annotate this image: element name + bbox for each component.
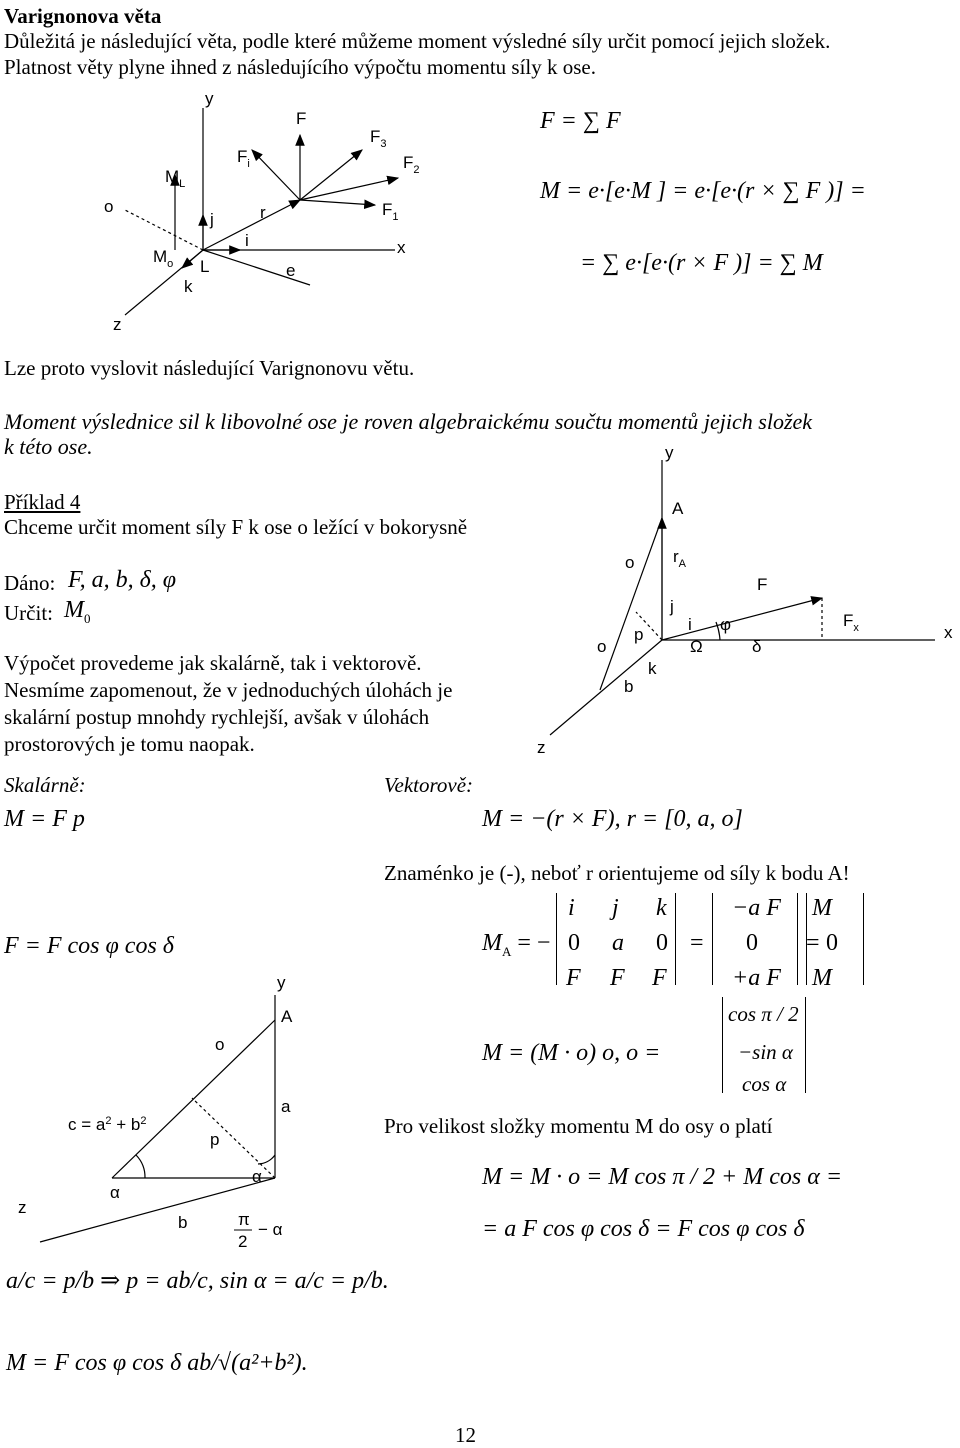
fig2-label-rA: $r_A$ bbox=[673, 547, 687, 570]
fig1-label-e: e bbox=[286, 261, 296, 280]
fig1-label-x: x bbox=[397, 238, 406, 257]
fig2-label-k: k bbox=[648, 659, 657, 678]
fig1-label-z: z bbox=[113, 315, 122, 334]
figure-2-labels bbox=[537, 443, 953, 757]
fig1-label-F2: $F_2$ bbox=[403, 153, 420, 176]
vec1-row3: +a F bbox=[732, 965, 781, 991]
fig3-p-segment bbox=[192, 1098, 275, 1178]
fig2-label-A: A bbox=[672, 499, 684, 518]
fig2-label-i: i bbox=[688, 615, 692, 634]
fig3-label-c: $c = a^2 + b^2$ bbox=[68, 1115, 147, 1134]
matrix-Fz: F bbox=[652, 965, 667, 991]
fig1-label-r: r bbox=[260, 203, 266, 222]
vector-eq-3: M = (M · o) o, o = bbox=[482, 1040, 661, 1066]
scalar-eq-1: M = F p bbox=[4, 806, 85, 832]
fig2-label-b: b bbox=[624, 677, 634, 696]
scalar-eq-2: F = F cos φ cos δ bbox=[4, 933, 174, 959]
given-values: F, a, b, δ, φ bbox=[68, 567, 176, 593]
matrix-0b: 0 bbox=[656, 930, 668, 956]
varignon-lead: Lze proto vyslovit následující Varignonovu větu. bbox=[4, 356, 415, 380]
fig1-label-ML: $M_L$ bbox=[165, 167, 186, 190]
vec2-row3: M bbox=[812, 965, 832, 991]
figure-1-labels bbox=[104, 89, 420, 334]
eq-sign-2: = bbox=[806, 930, 820, 956]
fig2-label-y: y bbox=[665, 443, 674, 462]
scalar-label: Skalárně: bbox=[4, 773, 86, 797]
calc-text-4: prostorových je tomu naopak. bbox=[4, 732, 255, 756]
fig1-label-F1: $F_1$ bbox=[382, 200, 399, 223]
fig1-F1-vector bbox=[300, 200, 375, 205]
fig3-label-b: b bbox=[178, 1213, 188, 1232]
fig3-hypotenuse bbox=[112, 1020, 275, 1178]
eq-top-1: F = ∑ F bbox=[540, 108, 621, 134]
fig1-r-vector bbox=[203, 200, 300, 250]
intro-line-2: Platnost věty plyne ihned z následujícího výpočtu momentu síly k ose. bbox=[4, 55, 596, 79]
fig2-label-o-top: o bbox=[625, 553, 635, 572]
fig2-label-p: p bbox=[634, 625, 644, 644]
vector-label: Vektorově: bbox=[384, 773, 474, 797]
matrix-j: j bbox=[612, 895, 619, 921]
matrix-Fx: F bbox=[566, 965, 581, 991]
fig3-label-p: p bbox=[210, 1130, 220, 1149]
fig2-label-x: x bbox=[944, 623, 953, 642]
matrix-k: k bbox=[656, 895, 667, 921]
fig2-label-j: j bbox=[670, 597, 674, 616]
example-line: Chceme určit moment síly F k ose o ležící v bokorysně bbox=[4, 515, 468, 539]
matrix-Fy: F bbox=[610, 965, 625, 991]
fig3-label-alpha-2: α bbox=[252, 1167, 262, 1186]
eq-sign-1: = bbox=[690, 930, 704, 956]
bottom-eq-2: M = F cos φ cos δ ab/√(a²+b²). bbox=[6, 1350, 308, 1376]
intro-line-1: Důležitá je následující věta, podle které můžeme moment výsledné síly určit pomocí jejich složek. bbox=[4, 29, 831, 53]
fig1-label-Mo: $M_o$ bbox=[153, 247, 174, 270]
fig2-label-F: F bbox=[757, 575, 768, 594]
fig2-label-o-left: o bbox=[597, 637, 607, 656]
final-eq-2: = a F cos φ cos δ = F cos φ cos δ bbox=[482, 1216, 805, 1242]
theorem-line-1: Moment výslednice sil k libovolné ose je roven algebraickému součtu momentů jejich složek bbox=[4, 409, 813, 434]
example-title: Příklad 4 bbox=[4, 490, 81, 514]
vector-eq-1: M = −(r × F), r = [0, a, o] bbox=[482, 806, 743, 832]
eq-top-2: M = e·[e·M ] = e·[e·(r × ∑ F )] = bbox=[540, 178, 866, 204]
fig1-label-j: j bbox=[210, 210, 214, 229]
fig3-alpha-arc-1 bbox=[136, 1155, 145, 1178]
fig2-label-delta: δ bbox=[752, 637, 762, 656]
matrix-0a: 0 bbox=[568, 930, 580, 956]
calc-text-1: Výpočet provedeme jak skalárně, tak i vektorově. bbox=[4, 651, 422, 675]
fig1-label-o: o bbox=[104, 197, 114, 216]
fig2-label-z: z bbox=[537, 738, 546, 757]
find-value: $M_0$ bbox=[64, 597, 91, 626]
fig1-label-k: k bbox=[184, 277, 193, 296]
fig3-label-o: o bbox=[215, 1035, 225, 1054]
fig1-label-Fi: $F_i$ bbox=[237, 147, 250, 170]
find-label: Určit: bbox=[4, 601, 53, 625]
o-vector-row2: −sin α bbox=[738, 1040, 793, 1064]
page-number: 12 bbox=[455, 1423, 476, 1447]
sign-note: Znaménko je (-), neboť r orientujeme od síly k bodu A! bbox=[384, 861, 850, 885]
fig1-label-i: i bbox=[245, 231, 249, 250]
fig1-label-y: y bbox=[205, 89, 214, 108]
fig3-label-z: z bbox=[18, 1198, 27, 1217]
o-vector-row1: cos π / 2 bbox=[728, 1002, 799, 1026]
figure-3-labels bbox=[18, 973, 293, 1251]
fig1-label-F: F bbox=[296, 109, 307, 128]
fig1-label-L: L bbox=[200, 257, 210, 276]
given-label: Dáno: bbox=[4, 571, 56, 595]
fig1-label-F3: $F_3$ bbox=[370, 127, 387, 150]
page-heading: Varignonova věta bbox=[4, 4, 162, 28]
figure-2-example bbox=[550, 460, 935, 735]
fig3-label-y: y bbox=[277, 973, 286, 992]
vec2-row1: M bbox=[812, 895, 832, 921]
fig3-label-a: a bbox=[281, 1097, 291, 1116]
eq-top-3: = ∑ e·[e·(r × F )] = ∑ M bbox=[580, 250, 823, 276]
fig3-label-A: A bbox=[281, 1007, 293, 1026]
vec1-row2: 0 bbox=[746, 930, 758, 956]
fig3-alpha-arc-2 bbox=[258, 1155, 275, 1164]
fig1-F2-vector bbox=[300, 178, 398, 200]
projection-text: Pro velikost složky momentu M do osy o platí bbox=[384, 1114, 773, 1138]
theorem-line-2: k této ose. bbox=[4, 434, 93, 459]
fig3-label-minus-alpha: − α bbox=[258, 1220, 283, 1239]
vec2-row2: 0 bbox=[826, 930, 838, 956]
final-eq-1: M = M · o = M cos π / 2 + M cos α = bbox=[482, 1164, 843, 1190]
matrix-a: a bbox=[612, 930, 624, 956]
fig1-Fi-vector bbox=[252, 150, 300, 200]
calc-text-2: Nesmíme zapomenout, že v jednoduchých úlohách je bbox=[4, 678, 453, 702]
fig2-label-phi: φ bbox=[720, 615, 732, 634]
vec1-row1: −a F bbox=[732, 895, 781, 921]
fig2-F-vector bbox=[662, 598, 822, 640]
matrix-i: i bbox=[568, 895, 575, 921]
calc-text-3: skalární postup mnohdy rychlejší, avšak v úlohách bbox=[4, 705, 430, 729]
fig2-label-Fx: $F_x$ bbox=[843, 611, 859, 634]
fig3-label-pi: π bbox=[238, 1210, 250, 1229]
fig1-o-axis bbox=[125, 210, 203, 250]
o-vector-row3: cos α bbox=[742, 1072, 787, 1096]
bottom-eq-1: a/c = p/b ⇒ p = ab/c, sin α = a/c = p/b. bbox=[6, 1268, 389, 1294]
matrix-lhs: $M_A$ = − bbox=[482, 930, 551, 959]
fig3-label-alpha-1: α bbox=[110, 1183, 120, 1202]
fig3-label-two: 2 bbox=[238, 1232, 248, 1251]
fig2-label-omega: Ω bbox=[690, 637, 703, 656]
